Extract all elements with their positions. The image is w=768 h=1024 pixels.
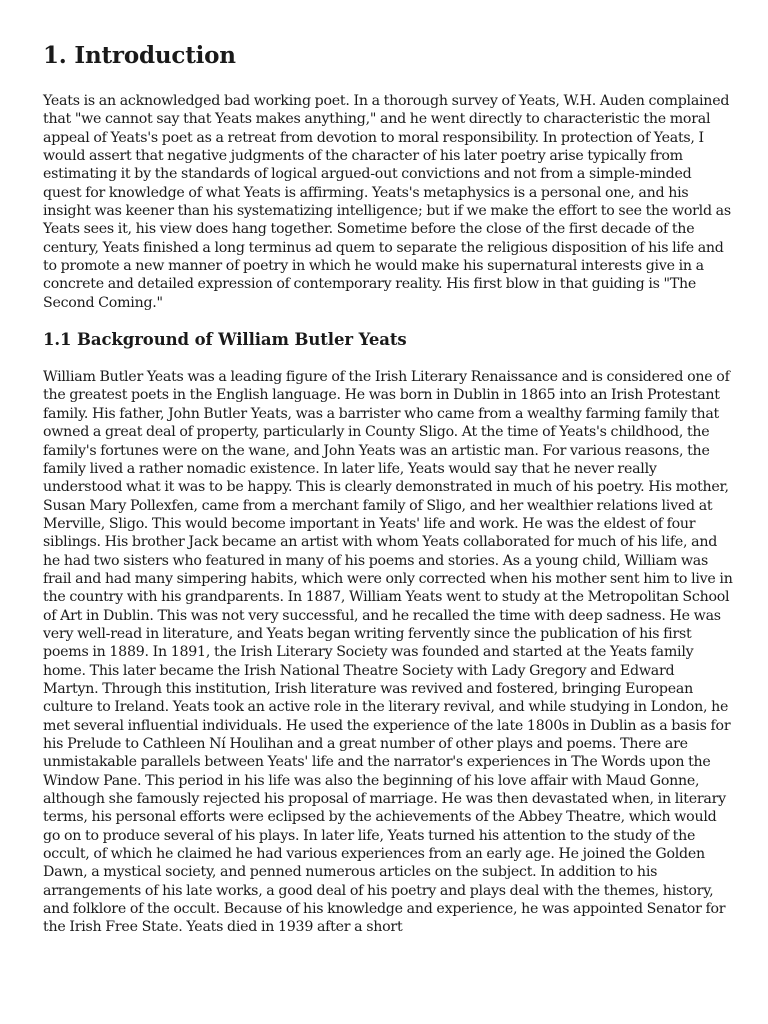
intro-paragraph: Yeats is an acknowledged bad working poet. In a thorough survey of Yeats, W.H. Auden complained that "we cannot say that Yeats makes anything," and he went directly to characteristic the moral appeal of Yeats's poet as a retreat from devotion to moral responsibility. In protection of Yeats, I would assert that negative judgments of the character of his later poetry arise typically from estimating it by the standards of logical argued-out convictions and not from a simple-minded quest for knowledge of what Yeats is affirming. Yeats's metaphysics is a personal one, and his insight was keener than his systematizing intelligence; but if we make the effort to see the world as Yeats sees it, his view does hang together. Sometime before the close of the first decade of the century, Yeats finished a long terminus ad quem to separate the religious disposition of his life and to promote a new manner of poetry in which he would make his supernatural interests give in a concrete and detailed expression of contemporary reality. His first blow in that guiding is "The Second Coming." — [43, 93, 731, 311]
section-heading: 1. Introduction — [43, 42, 236, 69]
background-paragraph: William Butler Yeats was a leading figure of the Irish Literary Renaissance and is considered one of the greatest poets in the English language. He was born in Dublin in 1865 into an Irish Protestant family. His father, John Butler Yeats, was a barrister who came from a wealthy farming family that owned a great deal of property, particularly in County Sligo. At the time of Yeats's childhood, the family's fortunes were on the wane, and John Yeats was an artistic man. For various reasons, the family lived a rather nomadic existence. In later life, Yeats would say that he never really understood what it was to be happy. This is clearly demonstrated in much of his poetry. His mother, Susan Mary Pollexfen, came from a merchant family of Sligo, and her wealthier relations lived at Merville, Sligo. This would become important in Yeats' life and work. He was the eldest of four siblings. His brother Jack became an artist with whom Yeats collaborated for much of his life, and he had two sisters who featured in many of his poems and stories. As a young child, William was frail and had many simpering habits, which were only corrected when his mother sent him to live in the country with his grandparents. In 1887, William Yeats went to study at the Metropolitan School of Art in Dublin. This was not very successful, and he recalled the time with deep sadness. He was very well-read in literature, and Yeats began writing fervently since the publication of his first poems in 1889. In 1891, the Irish Literary Society was founded and started at the Yeats family home. This later became the Irish National Theatre Society with Lady Gregory and Edward Martyn. Through this institution, Irish literature was revived and fostered, bringing European culture to Ireland. Yeats took an active role in the literary revival, and while studying in London, he met several influential individuals. He used the experience of the late 1800s in Dublin as a basis for his Prelude to Cathleen Ní Houlihan and a great number of other plays and poems. There are unmistakable parallels between Yeats' life and the narrator's experiences in The Words upon the Window Pane. This period in his life was also the beginning of his love affair with Maud Gonne, although she famously rejected his proposal of marriage. He was then devastated when, in literary terms, his personal efforts were eclipsed by the achievements of the Abbey Theatre, which would go on to produce several of his plays. In later life, Yeats turned his attention to the study of the occult, of which he claimed he had various experiences from an early age. He joined the Golden Dawn, a mystical society, and penned numerous articles on the subject. In addition to his arrangements of his late works, a good deal of his poetry and plays deal with the themes, history, and folklore of the occult. Because of his knowledge and experience, he was appointed Senator for the Irish Free State. Yeats died in 1939 after a short — [43, 369, 733, 936]
subsection-heading: 1.1 Background of William Butler Yeats — [43, 330, 407, 350]
document-page — [43, 0, 733, 937]
